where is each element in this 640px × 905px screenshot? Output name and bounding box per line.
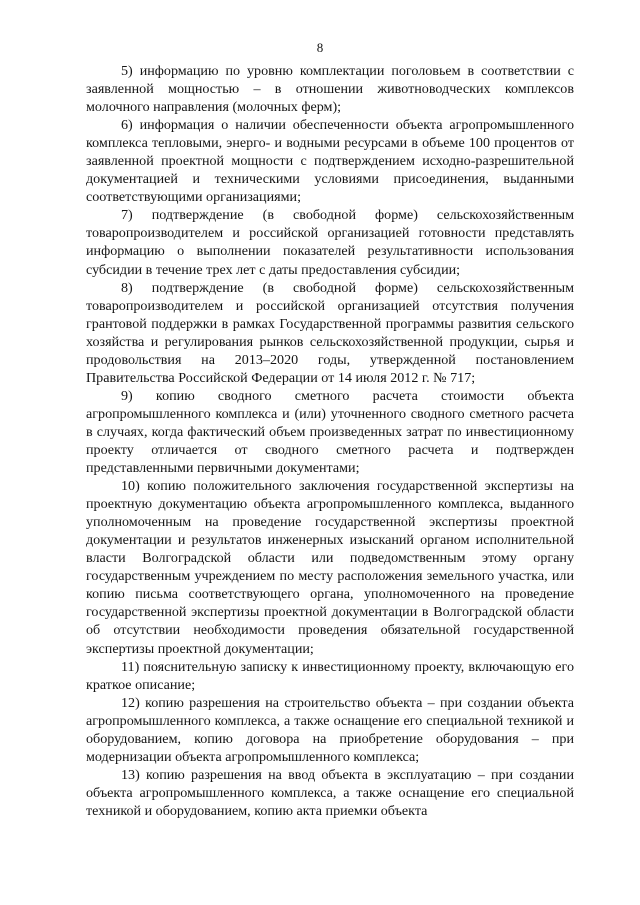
paragraph-item-8: 8) подтверждение (в свободной форме) сельскохозяйственным товаропроизводителем и российской организацией отсутствия получения грантовой поддержки в рамках Государственной программы развития сельского хозяйства и регулирования рынков сельскохозяйственной продукции, сырья и продовольствия на 2013–2020 годы, утвержденной постановлением Правительства Российской Федерации от 14 июля 2012 г. № 717; (86, 279, 574, 386)
page-number: 8 (316, 40, 324, 55)
paragraph-item-7: 7) подтверждение (в свободной форме) сельскохозяйственным товаропроизводителем и российской организацией готовности представлять информацию о выполнении показателей результативности использования субсидии в течение трех лет с даты предоставления субсидии; (86, 207, 574, 278)
paragraph-item-10: 10) копию положительного заключения государственной экспертизы на проектную документацию объекта агропромышленного комплекса, выданного уполномоченным на проведение государственной экспертизы проектной документации и результатов инженерных изысканий органом исполнительной власти Волгоградской области или подведомственным этому органу государственным учреждением по месту расположения земельного участка, или копию письма соответствующего органа, уполномоченного на проведение государственной экспертизы проектной документации в Волгоградской области об отсутствии необходимости проведения обязательной государственной экспертизы проектной документации; (86, 478, 574, 657)
paragraph-item-11: 11) пояснительную записку к инвестиционному проекту, включающую его краткое описание; (86, 658, 574, 693)
paragraph-item-6: 6) информация о наличии обеспеченности объекта агропромышленного комплекса тепловыми, энерго- и водными ресурсами в объеме 100 процентов от заявленной проектной мощности с подтверждением исходно-разрешительной документацией и техническими условиями присоединения, выданными соответствующими организациями; (86, 117, 574, 206)
paragraph-item-5: 5) информацию по уровню комплектации поголовьем в соответствии с заявленной мощностью – в отношении животноводческих комплексов молочного направления (молочных ферм); (86, 63, 574, 116)
paragraph-item-12: 12) копию разрешения на строительство объекта – при создании объекта агропромышленного комплекса, а также оснащение его специальной техникой и оборудованием, копию договора на приобретение оборудования – при модернизации объекта агропромышленного комплекса; (86, 694, 574, 765)
paragraph-item-9: 9) копию сводного сметного расчета стоимости объекта агропромышленного комплекса и (или) уточненного сводного сметного расчета в случаях, когда фактический объем произведенных затрат по инвестиционному проекту отличается от сводного сметного расчета и подтвержден представленными первичными документами; (86, 387, 574, 477)
paragraph-item-13: 13) копию разрешения на ввод объекта в эксплуатацию – при создании объекта агропромышленного комплекса, а также оснащение его специальной техникой и оборудованием, копию акта приемки объекта (86, 766, 574, 819)
document-body (86, 62, 574, 820)
